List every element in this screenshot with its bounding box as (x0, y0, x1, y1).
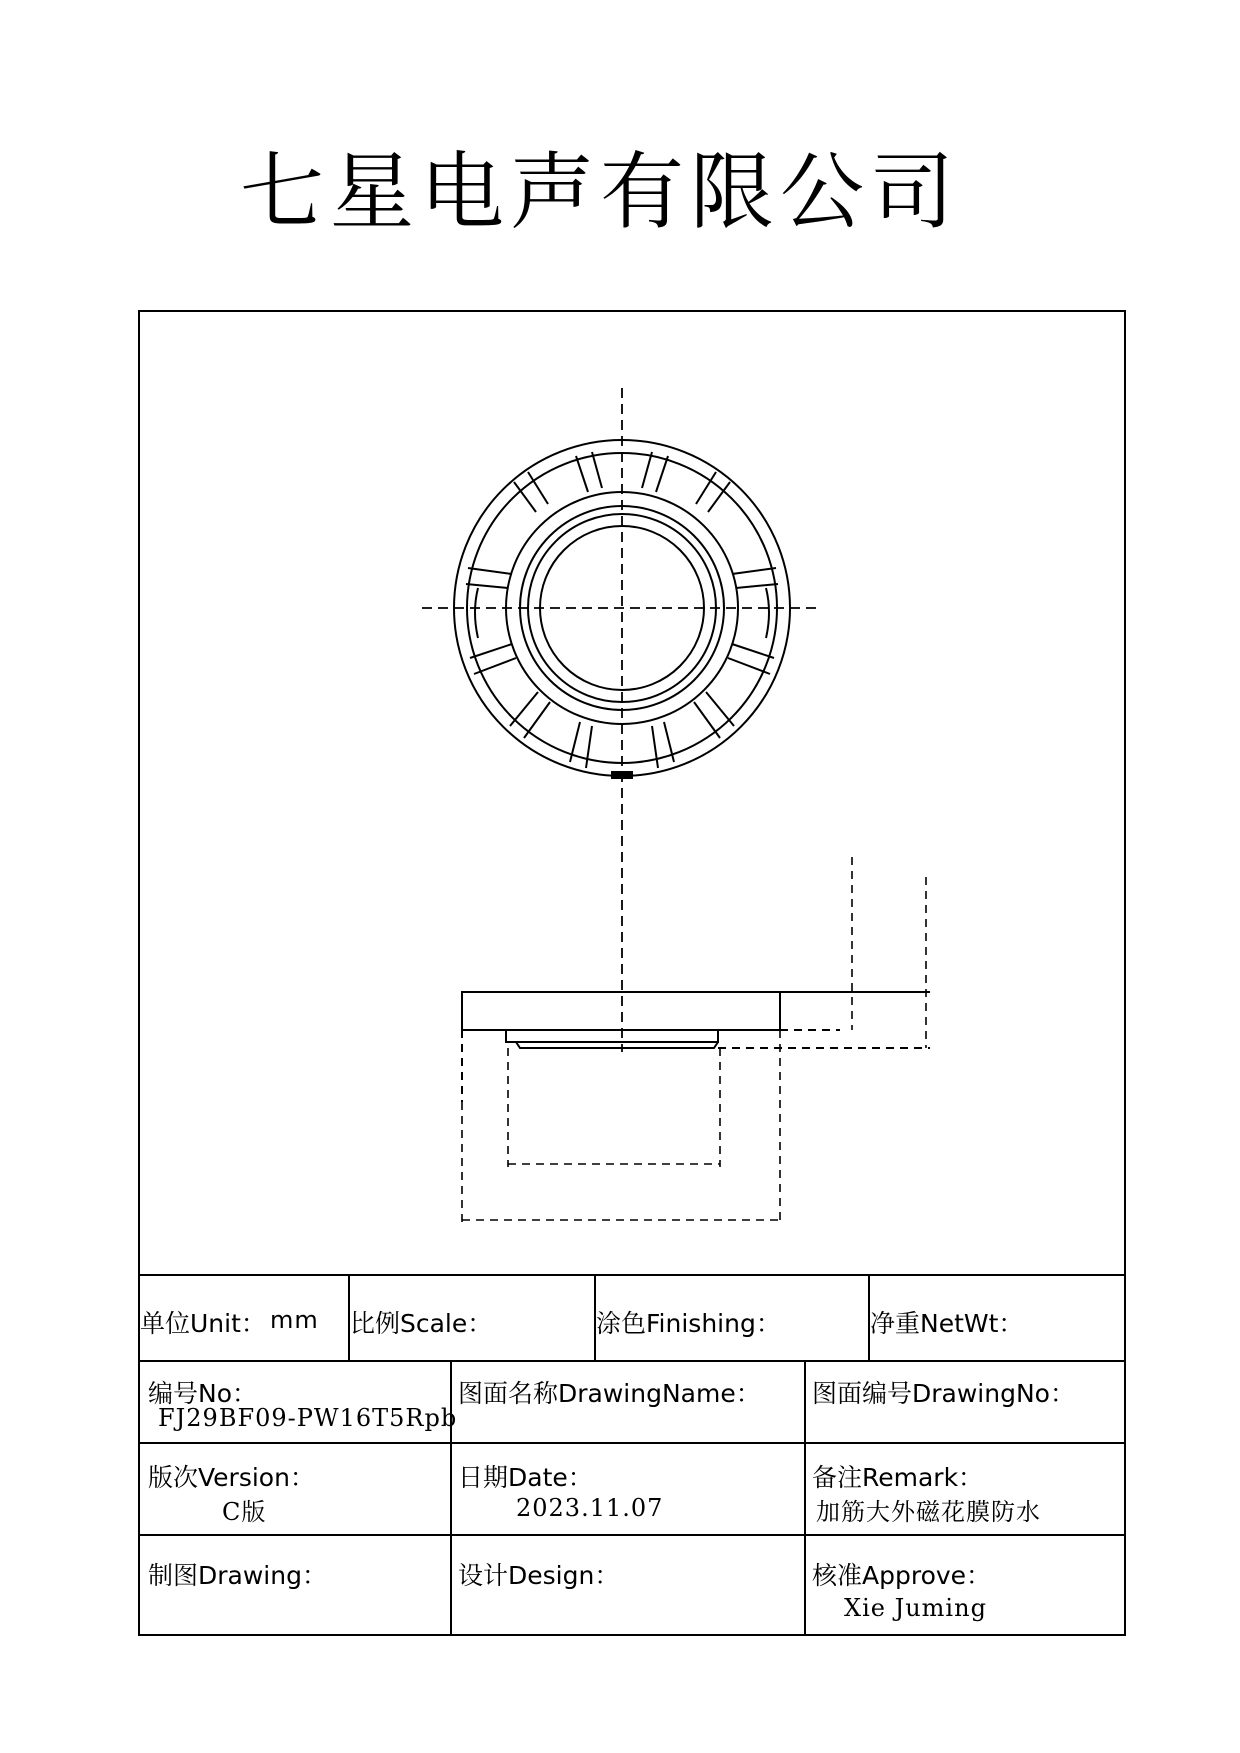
unit-value: mm (270, 1306, 319, 1334)
drawing-label: 制图Drawing： (148, 1561, 327, 1590)
scale-label: 比例Scale： (350, 1309, 493, 1338)
approve-label: 核准Approve： (812, 1561, 992, 1590)
date-value: 2023.11.07 (516, 1494, 664, 1522)
dimension-lines (462, 857, 926, 1224)
version-value: C版 (222, 1498, 267, 1526)
title-block-row-3 (140, 1442, 1124, 1534)
title-block-row-4 (140, 1534, 1124, 1636)
drawing-name-label: 图面名称DrawingName： (458, 1379, 761, 1408)
finishing-label: 涂色Finishing： (596, 1309, 781, 1338)
date-label: 日期Date： (458, 1463, 593, 1492)
number-label: 编号No： (148, 1379, 257, 1408)
design-label: 设计Design： (458, 1561, 620, 1590)
remark-value: 加筋大外磁花膜防水 (816, 1498, 1041, 1526)
side-view-speaker (462, 992, 930, 1102)
title-block-row-1 (140, 1274, 1124, 1360)
remark-label: 备注Remark： (812, 1463, 984, 1492)
technical-drawing (140, 312, 1124, 1282)
drawing-no-label: 图面编号DrawingNo： (812, 1379, 1075, 1408)
version-label: 版次Version： (148, 1463, 315, 1492)
netwt-label: 净重NetWt： (870, 1309, 1024, 1338)
drawing-frame (138, 310, 1126, 1636)
title-block-row-2 (140, 1360, 1124, 1442)
number-value: FJ29BF09-PW16T5Rpb (158, 1404, 458, 1432)
center-lines (422, 388, 822, 1052)
unit-label: 单位Unit： (140, 1309, 266, 1338)
company-name: 七星电声有限公司 (239, 143, 960, 241)
approve-value: Xie Juming (844, 1594, 987, 1622)
